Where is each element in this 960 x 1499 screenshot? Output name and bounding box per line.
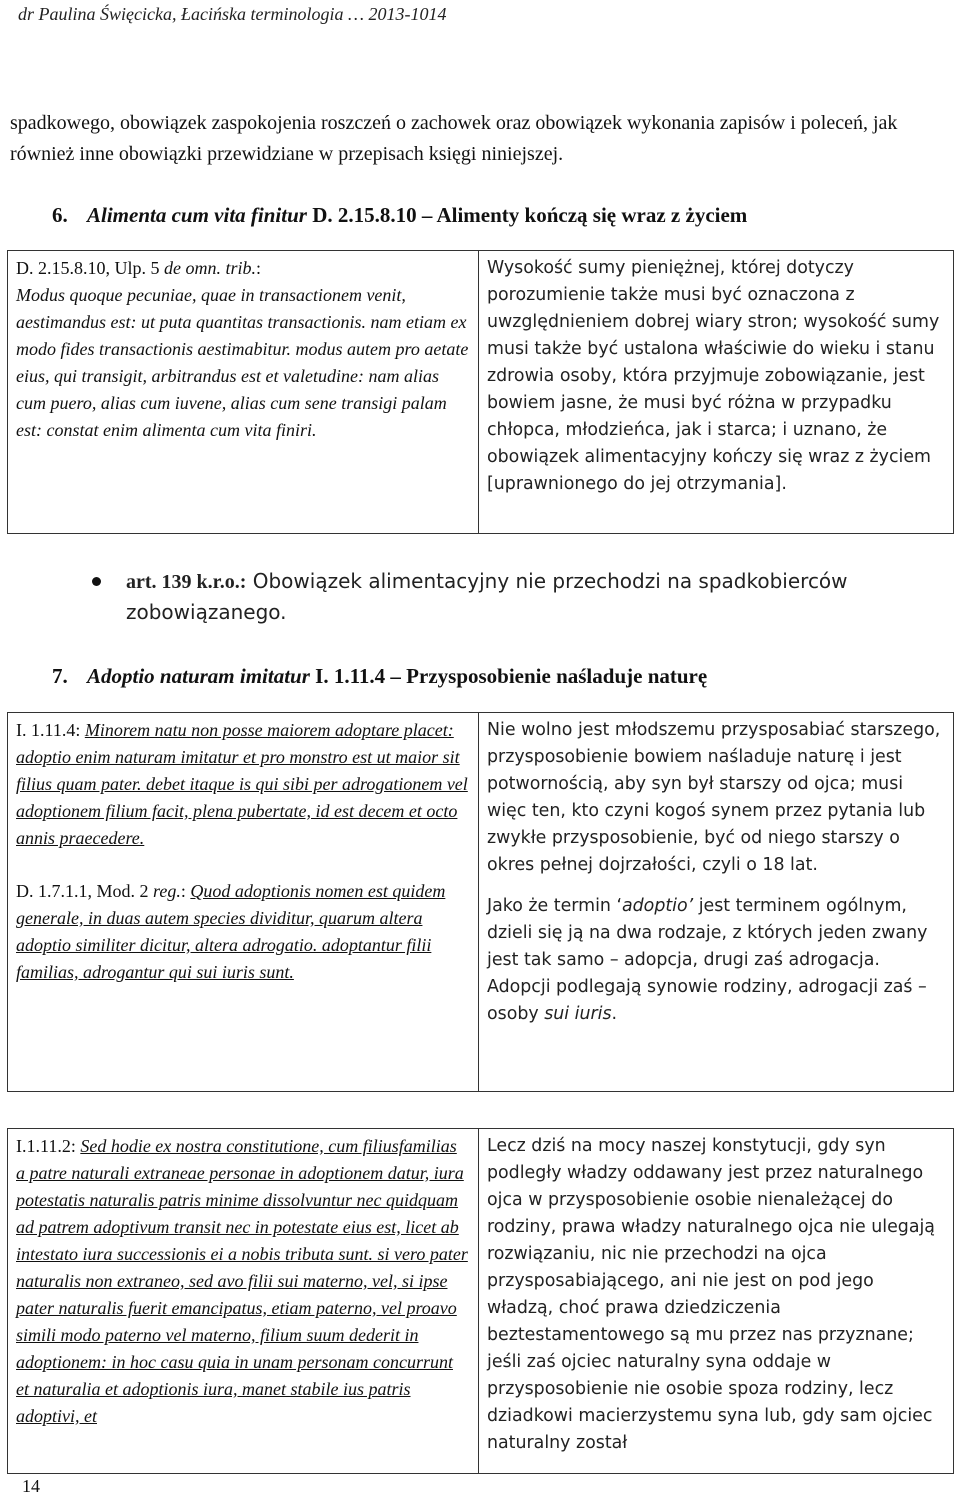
- bullet-item: [92, 566, 872, 627]
- page-number: 14: [22, 1476, 40, 1496]
- source-ref: I.1.11.2:: [16, 1136, 76, 1156]
- polish-maxim: Alimenty kończą się wraz z życiem: [436, 203, 748, 227]
- latin-cell: [8, 1129, 479, 1473]
- source-ref: D. 2.15.8.10: [312, 203, 417, 227]
- polish-cell: [479, 251, 953, 533]
- latin-cell: [8, 713, 479, 1091]
- latin-maxim: Alimenta cum vita finitur: [87, 203, 307, 227]
- polish-passage-a: Nie wolno jest młodszemu przysposabiać starszego, przysposobienie bowiem naśladuje naturę i jest potwornością, aby syn był starszy od ojca; musi więc ten, kto czyni kogoś synem przez pytania lub zwykłe przysposobienie, być od niego starszy o okres pełnej dojrzałości, czyli o 18 lat.: [487, 720, 941, 875]
- latin-text: Modus quoque pecuniae, quae in transactionem venit, aestimandus est: ut puta quantitas transactionis. nam etiam ex modo fides transactionis aestimabitur. modus autem pro aetate eius, qui transigit, arbitrandus est et valetudine: nam alias cum puero, alias cum iuvene, alias cum sene transigi palam est: constat enim alimenta cum vita finiri.: [16, 285, 469, 440]
- latin-text: Minorem natu non posse maiorem adoptare placet: adoptio enim naturam imitatur et pro monstro est ut maior sit filius quam pater. debet itaque is qui sibi per adrogationem vel adoptionem filium facit, plena pubertate, id est decem et octo annis praecedere.: [16, 720, 468, 848]
- dash: –: [421, 203, 433, 227]
- section-6-heading: [52, 203, 747, 228]
- latin-passage-a: [16, 717, 470, 852]
- source-ref: D. 1.7.1.1, Mod. 2: [16, 881, 149, 901]
- source-ref: D. 2.15.8.10, Ulp. 5: [16, 258, 160, 278]
- polish-text: Wysokość sumy pieniężnej, której dotyczy porozumienie także musi być oznaczona z uwzględnieniem dobrej wiary stron; wysokość sumy musi także być ustalona właściwie do wieku i stanu zdrowia osoby, która przyjmuje zobowiązanie, jest bowiem jasne, że musi być różna w przypadku chłopca, młodzieńca, jak i starca; i uznano, że obowiązek alimentacyjny kończy się wraz z życiem [uprawnionego do jej otrzymania].: [487, 258, 940, 494]
- section-number: 6.: [52, 203, 68, 227]
- latin-maxim: Adoptio naturam imitatur: [87, 664, 310, 688]
- polish-maxim: Przysposobienie naśladuje naturę: [406, 664, 708, 688]
- source-ref-italic: de omn. trib.: [164, 258, 256, 278]
- dash: –: [390, 664, 401, 688]
- section-number: 7.: [52, 664, 68, 688]
- source-ref: I. 1.11.4: [315, 664, 386, 688]
- source-ref-italic: reg.: [153, 881, 181, 901]
- translation-table-2: [7, 712, 954, 1092]
- article-ref: art. 139 k.r.o.:: [126, 571, 247, 593]
- article-text: Obowiązek alimentacyjny nie przechodzi na spadkobierców zobowiązanego.: [126, 569, 848, 624]
- section-7-heading: [52, 664, 707, 689]
- page-header: dr Paulina Święcicka, Łacińska terminologia … 2013-1014: [18, 4, 447, 24]
- intro-paragraph: spadkowego, obowiązek zaspokojenia roszczeń o zachowek oraz obowiązek wykonania zapisów i poleceń, jak również inne obowiązki przewidziane w przepisach księgi niniejszej.: [10, 112, 898, 165]
- latin-text: Sed hodie ex nostra constitutione, cum filiusfamilias a patre naturali extraneae personae in adoptionem datur, iura potestatis naturalis patris minime dissolvuntur nec quidquam ad patrem adoptivum transit nec in potestate eius est, licet ab intestato iura successionis ei a nobis tributa sunt. si vero pater naturalis non extraneo, sed avo filii sui materno, vel, si ipse pater naturalis fuerit emancipatus, etiam paterno, vel proavo simili modo paterno vel materno, filium suum dederit in adoptionem: in hoc casu quia in unam personam concurrunt et naturalia et adoptionis iura, manet stabile ius patris adoptivi, et: [16, 1136, 468, 1426]
- latin-passage-b: D. 1.7.1.1, Mod. 2 reg.: Quod adoptionis nomen est quidem generale, in duas autem species dividitur, quarum altera adoptio similiter dicitur, altera adrogatio. adoptantur filii familias, adrogantur qui sui iuris sunt.: [16, 881, 446, 982]
- translation-table-1: [7, 250, 954, 534]
- latin-cell: D. 2.15.8.10, Ulp. 5 de omn. trib.: Modus quoque pecuniae, quae in transactionem venit, aestimandus est: ut puta quantitas transactionis. nam etiam ex modo fides transactionis aestimabitur. modus autem pro aetate eius, qui transigit, arbitrandus est et valetudine: nam alias cum puero, alias cum iuvene, alias cum sene transigi palam est: constat enim alimenta cum vita finiri.: [8, 251, 479, 533]
- polish-text: Lecz dziś na mocy naszej konstytucji, gdy syn podległy władzy oddawany jest przez naturalnego ojca w przysposobienie osobie nienależącej do rodziny, prawa władzy naturalnego ojca nie ulegają rozwiązaniu, nic nie przechodzi na ojca przysposabiającego, ani nie jest on pod jego władzą, choć prawa dziedziczenia beztestamentowego są mu przez nas przyznane; jeśli zaś ojciec naturalny syna oddaje w przysposobienie nie osobie spoza rodziny, lecz dziadkowi macierzystemu syna lub, gdy sam ojciec naturalny został: [487, 1136, 935, 1453]
- polish-passage-b: Jako że termin ‘adoptio’ jest terminem ogólnym, dzieli się ją na dwa rodzaje, z których jeden zwany jest tak samo – adopcja, drugi zaś adrogacja. Adopcji podlegają synowie rodziny, adrogacji zaś – osoby sui iuris.: [487, 896, 928, 1024]
- latin-text: Quod adoptionis nomen est quidem generale, in duas autem species dividitur, quarum altera adoptio similiter dicitur, altera adrogatio. adoptantur filii familias, adrogantur qui sui iuris sunt.: [16, 881, 446, 982]
- polish-cell: [479, 713, 953, 1091]
- translation-table-3: [7, 1128, 954, 1474]
- bullet-dot: [92, 577, 101, 586]
- source-ref: I. 1.11.4:: [16, 720, 81, 740]
- polish-cell: [479, 1129, 953, 1473]
